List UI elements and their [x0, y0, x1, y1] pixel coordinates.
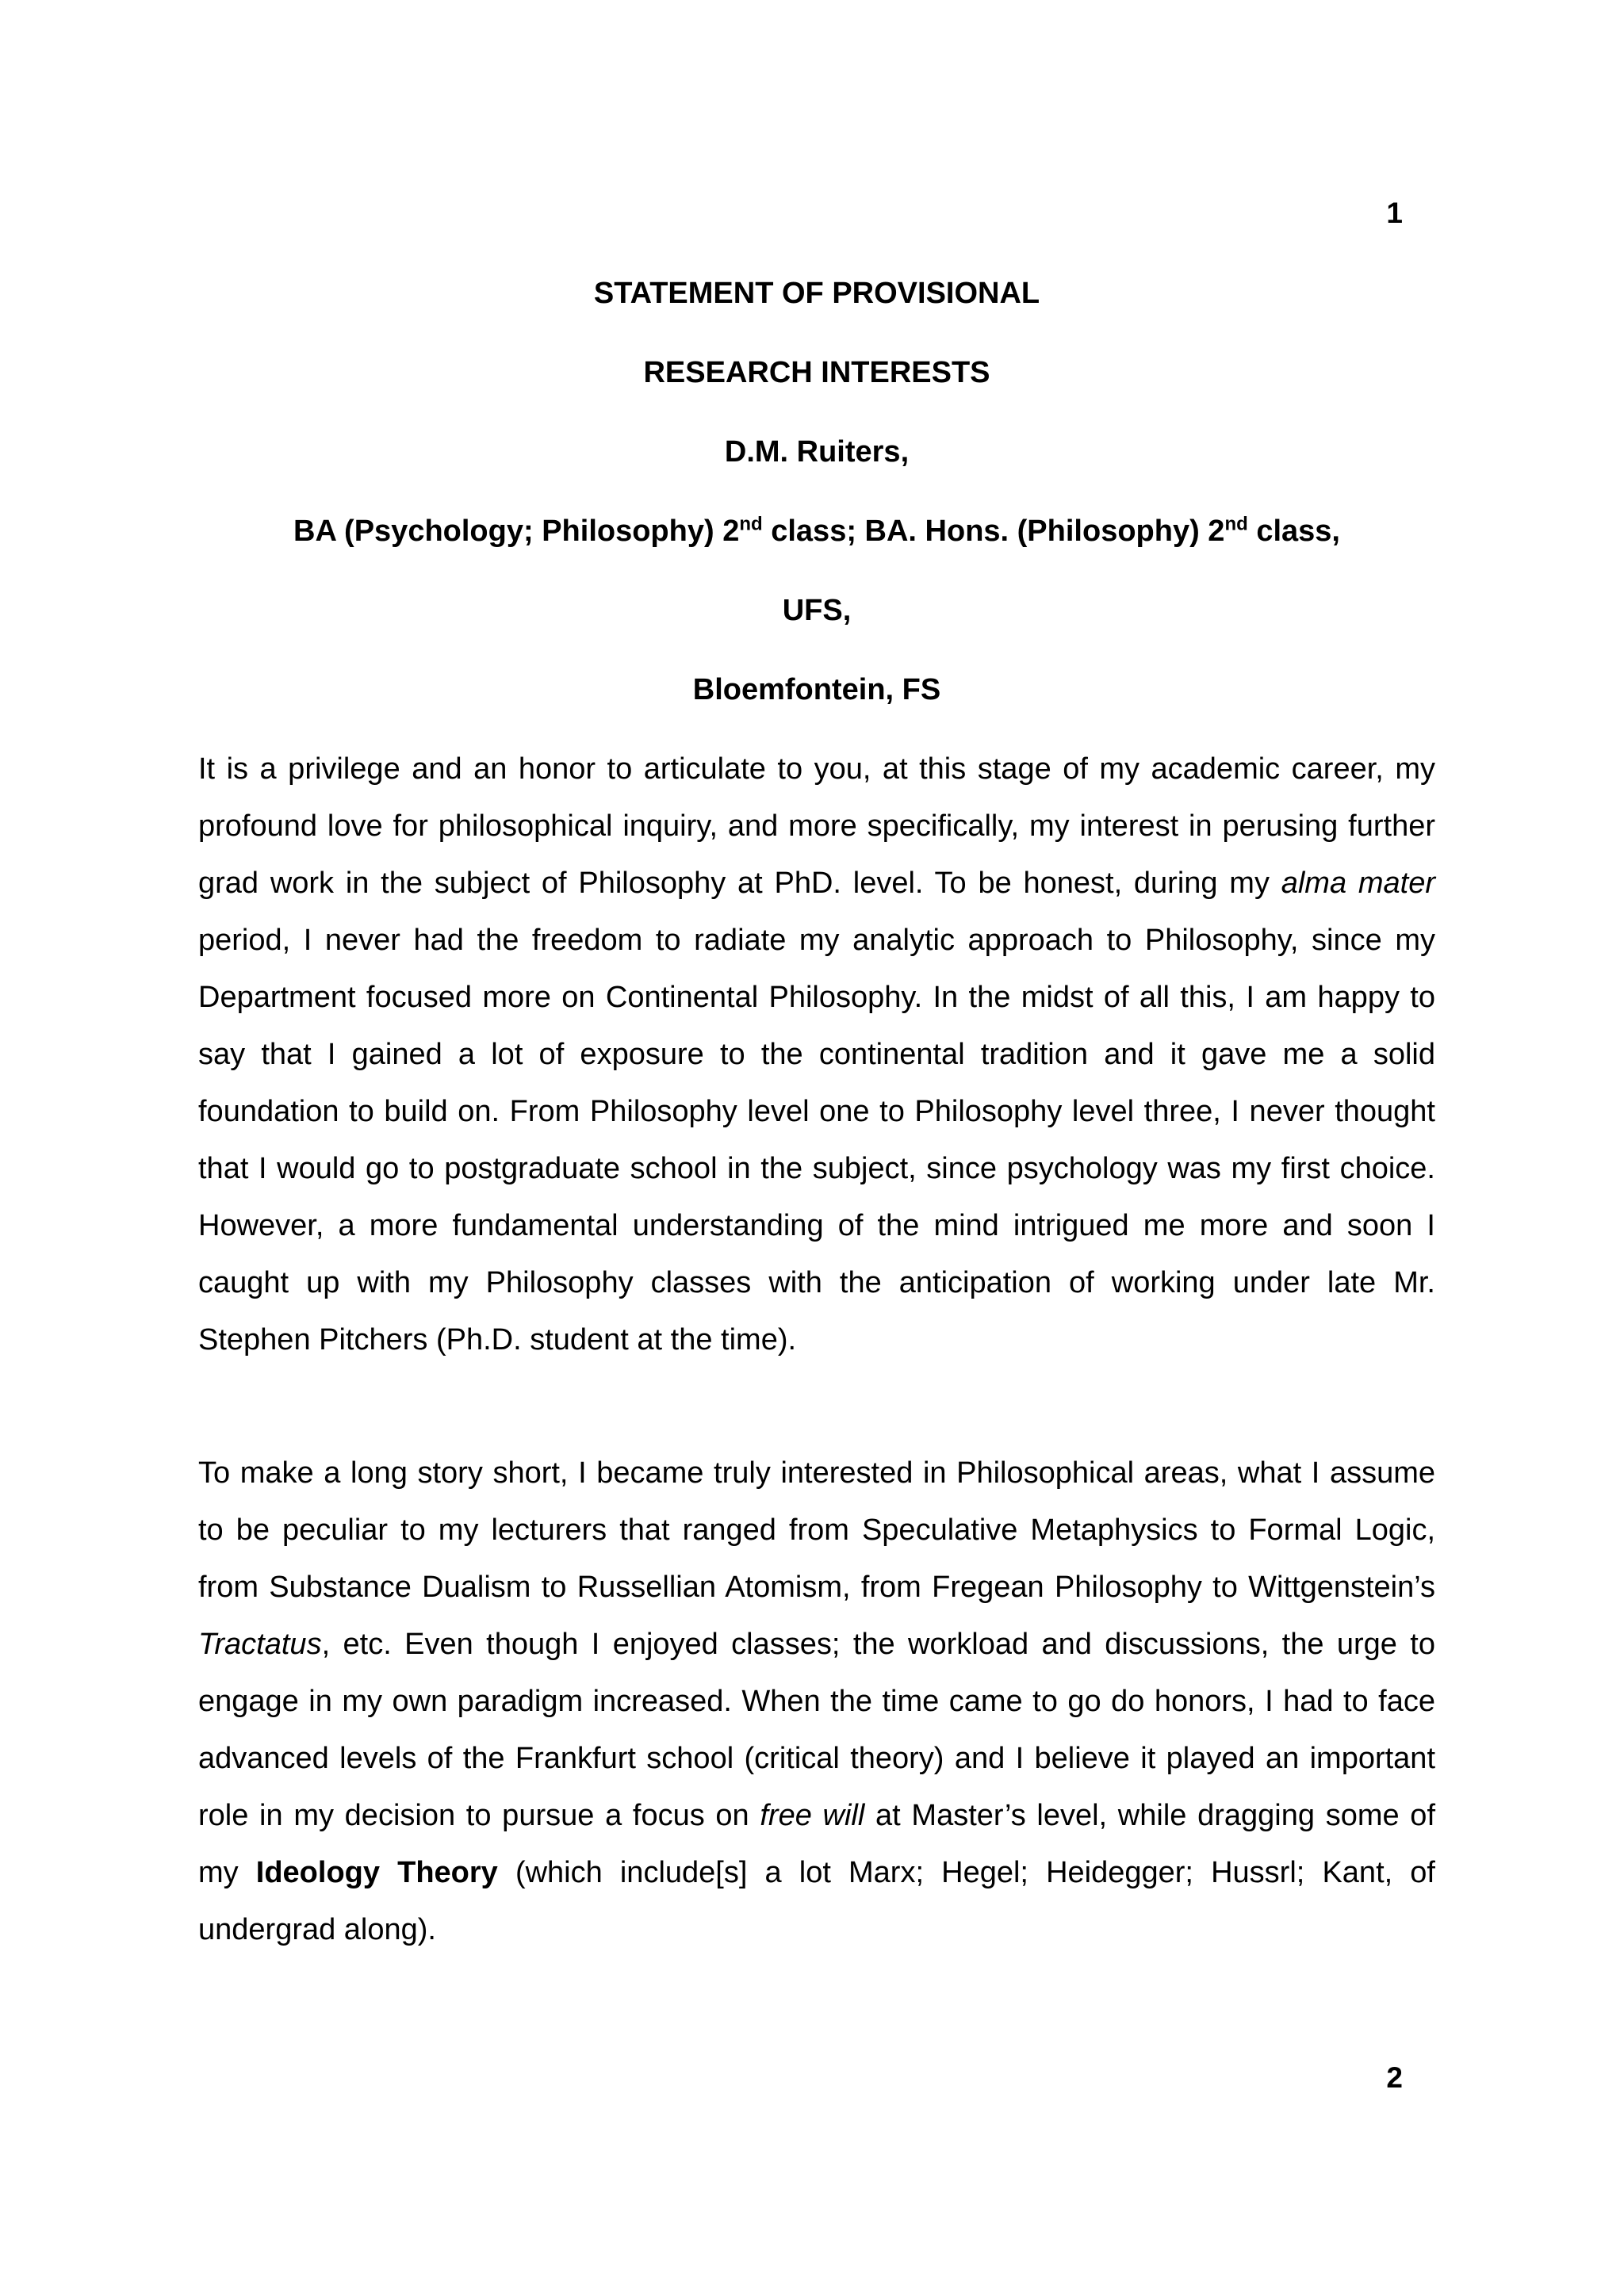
degree-superscript-2: nd: [1224, 513, 1248, 535]
degree-text-1: BA (Psychology; Philosophy) 2: [293, 515, 740, 548]
body-paragraph-1: [198, 740, 1435, 1368]
paragraph-1-text: [198, 740, 1435, 1368]
italic-free-will: free will: [760, 1799, 865, 1832]
degree-line: [198, 507, 1435, 587]
paragraph-2-text: [198, 1445, 1435, 1958]
paragraph-1-part-1: It is a privilege and an honor to articulate to you, at this stage of my academic career, my profound love for philosophical inquiry, and more specifically, my interest in perusing further grad work in the subject of Philosophy at PhD. level. To be honest, during my: [198, 752, 1435, 900]
body-paragraph-2: [198, 1445, 1435, 1958]
italic-alma-mater: alma mater: [1281, 867, 1435, 900]
paragraph-2-part-2: , etc. Even though I enjoyed classes; the workload and discussions, the urge to engage in my own paradigm increased. When the time came to go do honors, I had to face advanced levels of the Frankfurt school (critical theory) and I believe it played an important role in my decision to pursue a focus on: [198, 1628, 1435, 1832]
document-title-block: [198, 270, 1435, 745]
degree-text-3: class,: [1247, 515, 1340, 548]
degree-text-2: class; BA. Hons. (Philosophy) 2: [762, 515, 1225, 548]
paragraph-2-part-4: (which include[s] a lot Marx; Hegel; Heidegger; Hussrl; Kant, of undergrad along).: [198, 1856, 1435, 1946]
page-number-2: 2: [1386, 2061, 1403, 2094]
paragraph-2-part-1: To make a long story short, I became truly interested in Philosophical areas, what I assume to be peculiar to my lecturers that ranged from Speculative Metaphysics to Formal Logic, from Substance Dualism to Russellian Atomism, from Fregean Philosophy to Wittgenstein’s: [198, 1456, 1435, 1604]
page-number-1: 1: [1386, 197, 1403, 229]
paragraph-1-part-2: period, I never had the freedom to radiate my analytic approach to Philosophy, since my Department focused more on Continental Philosophy. In the midst of all this, I am happy to say that I gained a lot of exposure to the continental tradition and it gave me a solid foundation to build on. From Philosophy level one to Philosophy level three, I never thought that I would go to postgraduate school in the subject, since psychology was my first choice. However, a more fundamental understanding of the mind intrigued me more and soon I caught up with my Philosophy classes with the anticipation of working under late Mr. Stephen Pitchers (Ph.D. student at the time).: [198, 924, 1435, 1357]
bold-ideology-theory: Ideology Theory: [255, 1856, 498, 1889]
institution-line: UFS,: [782, 594, 852, 627]
title-line-2: RESEARCH INTERESTS: [643, 356, 990, 389]
title-line-1: STATEMENT OF PROVISIONAL: [593, 277, 1040, 310]
degree-superscript-1: nd: [739, 513, 763, 535]
paragraph-2-part-3: at Master’s level, while dragging some of my: [198, 1799, 1435, 1889]
author-name: D.M. Ruiters,: [724, 435, 910, 469]
location-line: Bloemfontein, FS: [692, 673, 941, 706]
italic-tractatus: Tractatus: [198, 1628, 322, 1661]
